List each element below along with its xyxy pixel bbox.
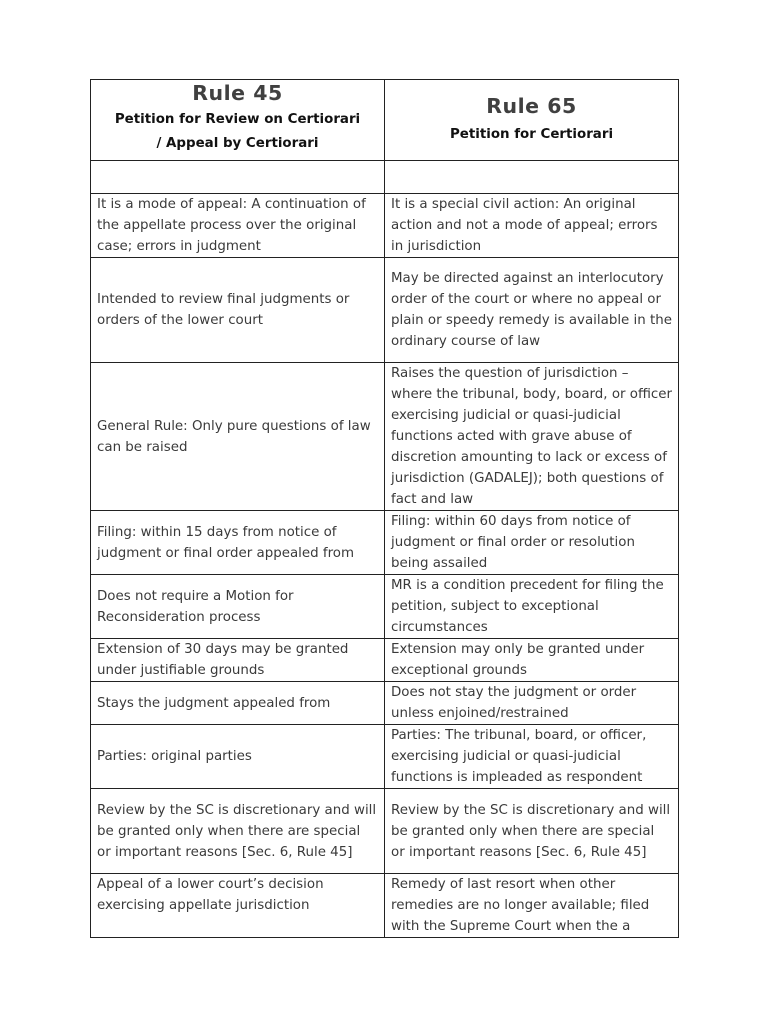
table-row-empty — [91, 161, 679, 194]
rule-45-header-cell — [91, 80, 385, 161]
rule-45-cell: Parties: original parties — [91, 725, 385, 789]
rule-45-subtitle-line-1: Petition for Review on Certiorari — [114, 112, 361, 127]
table-row-appeal — [91, 874, 679, 938]
rule-65-header-cell — [385, 80, 679, 161]
rule-45-cell: Filing: within 15 days from notice of judgment or final order appealed from — [91, 511, 385, 575]
table-row-stay — [91, 682, 679, 725]
table-row-questions — [91, 363, 679, 511]
rule-65-cell — [385, 161, 679, 194]
rule-45-cell: Does not require a Motion for Reconsideration process — [91, 575, 385, 639]
rule-45-cell: General Rule: Only pure questions of law can be raised — [91, 363, 385, 511]
rule-45-cell: Stays the judgment appealed from — [91, 682, 385, 725]
table-row-extension — [91, 639, 679, 682]
rule-45-cell — [91, 161, 385, 194]
rule-45-cell: Appeal of a lower court’s decision exercising appellate jurisdiction — [91, 874, 385, 938]
rule-65-subtitle: Petition for Certiorari — [449, 126, 614, 142]
comparison-table — [90, 79, 679, 938]
rule-45-cell: Review by the SC is discretionary and will be granted only when there are special or important reasons [Sec. 6, Rule 45] — [91, 789, 385, 874]
rule-65-cell: Raises the question of jurisdiction – where the tribunal, body, board, or officer exercising judicial or quasi-judicial functions acted with grave abuse of discretion amounting to lack or excess of jurisdiction (GADALEJ); both questions of fact and law — [385, 363, 679, 511]
rule-65-cell: Filing: within 60 days from notice of judgment or final order or resolution being assailed — [385, 511, 679, 575]
rule-65-cell: It is a special civil action: An original action and not a mode of appeal; errors in jurisdiction — [385, 194, 679, 258]
table-row-filing — [91, 511, 679, 575]
rule-45-title: Rule 45 — [192, 81, 283, 105]
table-row-review — [91, 789, 679, 874]
rule-45-subtitle-line-2: / Appeal by Certiorari — [156, 136, 319, 151]
rule-65-cell: Review by the SC is discretionary and will be granted only when there are special or important reasons [Sec. 6, Rule 45] — [385, 789, 679, 874]
table-row-motion-reconsideration — [91, 575, 679, 639]
rule-45-cell: Intended to review final judgments or orders of the lower court — [91, 258, 385, 363]
table-row-nature — [91, 194, 679, 258]
table-row-parties — [91, 725, 679, 789]
rule-65-cell: May be directed against an interlocutory order of the court or where no appeal or plain or speedy remedy is available in the ordinary course of law — [385, 258, 679, 363]
rule-65-title: Rule 65 — [486, 93, 577, 118]
rule-65-cell: Remedy of last resort when other remedies are no longer available; filed with the Supreme Court when the a — [385, 874, 679, 938]
rule-65-cell: Does not stay the judgment or order unless enjoined/restrained — [385, 682, 679, 725]
rule-65-cell: MR is a condition precedent for filing the petition, subject to exceptional circumstances — [385, 575, 679, 639]
rule-65-cell: Parties: The tribunal, board, or officer, exercising judicial or quasi-judicial functions is impleaded as respondent — [385, 725, 679, 789]
rule-65-cell: Extension may only be granted under exceptional grounds — [385, 639, 679, 682]
rule-45-cell: It is a mode of appeal: A continuation of the appellate process over the original case; errors in judgment — [91, 194, 385, 258]
header-row — [91, 80, 679, 161]
rule-45-cell: Extension of 30 days may be granted under justifiable grounds — [91, 639, 385, 682]
table-row-scope — [91, 258, 679, 363]
